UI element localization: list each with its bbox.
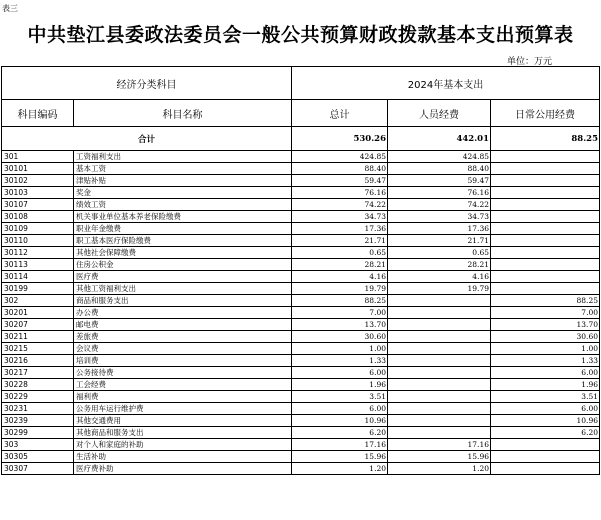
row-name: 工会经费 bbox=[74, 379, 292, 391]
row-name: 培训费 bbox=[74, 355, 292, 367]
row-total: 1.96 bbox=[292, 379, 388, 391]
row-code: 303 bbox=[2, 439, 74, 451]
row-public bbox=[491, 463, 600, 475]
total-personnel: 442.01 bbox=[388, 127, 491, 151]
total-label: 合计 bbox=[2, 127, 292, 151]
row-name: 其他商品和服务支出 bbox=[74, 427, 292, 439]
row-code: 30107 bbox=[2, 199, 74, 211]
row-total: 0.65 bbox=[292, 247, 388, 259]
row-code: 301 bbox=[2, 151, 74, 163]
row-code: 30216 bbox=[2, 355, 74, 367]
header-code: 科目编码 bbox=[2, 100, 74, 127]
row-code: 30110 bbox=[2, 235, 74, 247]
row-code: 30229 bbox=[2, 391, 74, 403]
row-name: 基本工资 bbox=[74, 163, 292, 175]
row-name: 职工基本医疗保险缴费 bbox=[74, 235, 292, 247]
row-public: 1.33 bbox=[491, 355, 600, 367]
row-personnel bbox=[388, 427, 491, 439]
table-row bbox=[2, 355, 600, 367]
row-code: 30113 bbox=[2, 259, 74, 271]
budget-table bbox=[1, 66, 600, 475]
table-row bbox=[2, 163, 600, 175]
row-code: 30217 bbox=[2, 367, 74, 379]
row-public: 7.00 bbox=[491, 307, 600, 319]
row-total: 6.20 bbox=[292, 427, 388, 439]
row-total: 6.00 bbox=[292, 367, 388, 379]
row-public bbox=[491, 151, 600, 163]
row-personnel: 34.73 bbox=[388, 211, 491, 223]
row-name: 其他社会保障缴费 bbox=[74, 247, 292, 259]
row-total: 59.47 bbox=[292, 175, 388, 187]
row-personnel: 424.85 bbox=[388, 151, 491, 163]
row-total: 88.25 bbox=[292, 295, 388, 307]
table-row bbox=[2, 415, 600, 427]
table-row bbox=[2, 175, 600, 187]
row-public: 13.70 bbox=[491, 319, 600, 331]
table-row bbox=[2, 427, 600, 439]
row-total: 6.00 bbox=[292, 403, 388, 415]
row-public: 1.00 bbox=[491, 343, 600, 355]
row-total: 1.00 bbox=[292, 343, 388, 355]
row-public: 6.00 bbox=[491, 403, 600, 415]
row-personnel: 17.16 bbox=[388, 439, 491, 451]
row-total: 19.79 bbox=[292, 283, 388, 295]
row-name: 差旅费 bbox=[74, 331, 292, 343]
row-name: 机关事业单位基本养老保险缴费 bbox=[74, 211, 292, 223]
row-total: 76.16 bbox=[292, 187, 388, 199]
table-row bbox=[2, 151, 600, 163]
table-row bbox=[2, 319, 600, 331]
table-row bbox=[2, 403, 600, 415]
row-name: 福利费 bbox=[74, 391, 292, 403]
table-row bbox=[2, 463, 600, 475]
row-code: 30211 bbox=[2, 331, 74, 343]
row-personnel bbox=[388, 403, 491, 415]
row-personnel bbox=[388, 415, 491, 427]
row-name: 住房公积金 bbox=[74, 259, 292, 271]
row-name: 奖金 bbox=[74, 187, 292, 199]
row-name: 对个人和家庭的补助 bbox=[74, 439, 292, 451]
row-public bbox=[491, 247, 600, 259]
row-public: 10.96 bbox=[491, 415, 600, 427]
row-public: 1.96 bbox=[491, 379, 600, 391]
row-total: 21.71 bbox=[292, 235, 388, 247]
row-code: 30307 bbox=[2, 463, 74, 475]
row-public: 30.60 bbox=[491, 331, 600, 343]
row-personnel: 19.79 bbox=[388, 283, 491, 295]
table-row bbox=[2, 439, 600, 451]
row-public: 3.51 bbox=[491, 391, 600, 403]
row-public bbox=[491, 451, 600, 463]
row-total: 17.36 bbox=[292, 223, 388, 235]
row-public bbox=[491, 211, 600, 223]
row-code: 30239 bbox=[2, 415, 74, 427]
table-row bbox=[2, 307, 600, 319]
row-public bbox=[491, 439, 600, 451]
row-total: 13.70 bbox=[292, 319, 388, 331]
row-public bbox=[491, 187, 600, 199]
row-code: 30109 bbox=[2, 223, 74, 235]
row-total: 30.60 bbox=[292, 331, 388, 343]
row-personnel bbox=[388, 307, 491, 319]
table-row bbox=[2, 295, 600, 307]
row-personnel: 28.21 bbox=[388, 259, 491, 271]
header-category: 经济分类科目 bbox=[2, 67, 292, 100]
row-code: 30228 bbox=[2, 379, 74, 391]
row-personnel bbox=[388, 319, 491, 331]
row-name: 津贴补贴 bbox=[74, 175, 292, 187]
total-total: 530.26 bbox=[292, 127, 388, 151]
row-name: 工资福利支出 bbox=[74, 151, 292, 163]
row-personnel: 4.16 bbox=[388, 271, 491, 283]
row-code: 30305 bbox=[2, 451, 74, 463]
row-personnel: 1.20 bbox=[388, 463, 491, 475]
row-public bbox=[491, 235, 600, 247]
row-code: 30201 bbox=[2, 307, 74, 319]
row-public bbox=[491, 259, 600, 271]
row-personnel: 17.36 bbox=[388, 223, 491, 235]
row-total: 1.33 bbox=[292, 355, 388, 367]
row-name: 其他交通费用 bbox=[74, 415, 292, 427]
row-name: 医疗费补助 bbox=[74, 463, 292, 475]
row-personnel bbox=[388, 379, 491, 391]
header-personnel: 人员经费 bbox=[388, 100, 491, 127]
row-total: 7.00 bbox=[292, 307, 388, 319]
row-public bbox=[491, 163, 600, 175]
row-total: 424.85 bbox=[292, 151, 388, 163]
row-total: 17.16 bbox=[292, 439, 388, 451]
row-personnel: 59.47 bbox=[388, 175, 491, 187]
row-personnel: 76.16 bbox=[388, 187, 491, 199]
table-row bbox=[2, 247, 600, 259]
table-row bbox=[2, 223, 600, 235]
row-code: 30299 bbox=[2, 427, 74, 439]
row-total: 1.20 bbox=[292, 463, 388, 475]
table-row bbox=[2, 367, 600, 379]
row-code: 30199 bbox=[2, 283, 74, 295]
row-total: 10.96 bbox=[292, 415, 388, 427]
row-personnel: 15.96 bbox=[388, 451, 491, 463]
row-public bbox=[491, 175, 600, 187]
row-name: 会议费 bbox=[74, 343, 292, 355]
row-personnel bbox=[388, 331, 491, 343]
row-code: 30112 bbox=[2, 247, 74, 259]
row-public: 88.25 bbox=[491, 295, 600, 307]
row-name: 公务用车运行维护费 bbox=[74, 403, 292, 415]
row-personnel bbox=[388, 295, 491, 307]
row-name: 邮电费 bbox=[74, 319, 292, 331]
row-name: 生活补助 bbox=[74, 451, 292, 463]
row-public: 6.20 bbox=[491, 427, 600, 439]
total-public: 88.25 bbox=[491, 127, 600, 151]
row-personnel bbox=[388, 343, 491, 355]
row-code: 30108 bbox=[2, 211, 74, 223]
row-code: 30231 bbox=[2, 403, 74, 415]
row-code: 30102 bbox=[2, 175, 74, 187]
total-row bbox=[2, 127, 600, 151]
row-total: 34.73 bbox=[292, 211, 388, 223]
row-public: 6.00 bbox=[491, 367, 600, 379]
header-total: 总计 bbox=[292, 100, 388, 127]
row-personnel: 0.65 bbox=[388, 247, 491, 259]
row-name: 办公费 bbox=[74, 307, 292, 319]
row-personnel bbox=[388, 367, 491, 379]
row-name: 医疗费 bbox=[74, 271, 292, 283]
table-row bbox=[2, 391, 600, 403]
row-total: 3.51 bbox=[292, 391, 388, 403]
table-row bbox=[2, 235, 600, 247]
row-total: 28.21 bbox=[292, 259, 388, 271]
sheet-label: 表三 bbox=[2, 4, 18, 13]
row-name: 公务接待费 bbox=[74, 367, 292, 379]
row-public bbox=[491, 271, 600, 283]
row-code: 30114 bbox=[2, 271, 74, 283]
row-personnel: 74.22 bbox=[388, 199, 491, 211]
row-code: 30207 bbox=[2, 319, 74, 331]
unit-label: 单位：万元 bbox=[507, 57, 553, 67]
row-personnel bbox=[388, 355, 491, 367]
row-code: 30101 bbox=[2, 163, 74, 175]
row-public bbox=[491, 223, 600, 235]
table-row bbox=[2, 259, 600, 271]
row-total: 15.96 bbox=[292, 451, 388, 463]
row-total: 88.40 bbox=[292, 163, 388, 175]
table-row bbox=[2, 283, 600, 295]
row-name: 职业年金缴费 bbox=[74, 223, 292, 235]
row-public bbox=[491, 283, 600, 295]
row-name: 商品和服务支出 bbox=[74, 295, 292, 307]
table-row bbox=[2, 211, 600, 223]
header-name: 科目名称 bbox=[74, 100, 292, 127]
row-name: 绩效工资 bbox=[74, 199, 292, 211]
row-total: 4.16 bbox=[292, 271, 388, 283]
row-personnel bbox=[388, 391, 491, 403]
row-code: 302 bbox=[2, 295, 74, 307]
table-row bbox=[2, 187, 600, 199]
row-code: 30103 bbox=[2, 187, 74, 199]
header-year-spend: 2024年基本支出 bbox=[292, 67, 600, 100]
table-row bbox=[2, 199, 600, 211]
table-row bbox=[2, 343, 600, 355]
table-row bbox=[2, 379, 600, 391]
page-title: 中共垫江县委政法委员会一般公共预算财政拨款基本支出预算表 bbox=[27, 24, 574, 46]
row-public bbox=[491, 199, 600, 211]
table-row bbox=[2, 331, 600, 343]
header-row-columns bbox=[2, 100, 600, 127]
row-total: 74.22 bbox=[292, 199, 388, 211]
row-personnel: 88.40 bbox=[388, 163, 491, 175]
table-row bbox=[2, 451, 600, 463]
row-personnel: 21.71 bbox=[388, 235, 491, 247]
row-code: 30215 bbox=[2, 343, 74, 355]
row-name: 其他工资福利支出 bbox=[74, 283, 292, 295]
header-row-group bbox=[2, 67, 600, 100]
table-row bbox=[2, 271, 600, 283]
header-public: 日常公用经费 bbox=[491, 100, 600, 127]
